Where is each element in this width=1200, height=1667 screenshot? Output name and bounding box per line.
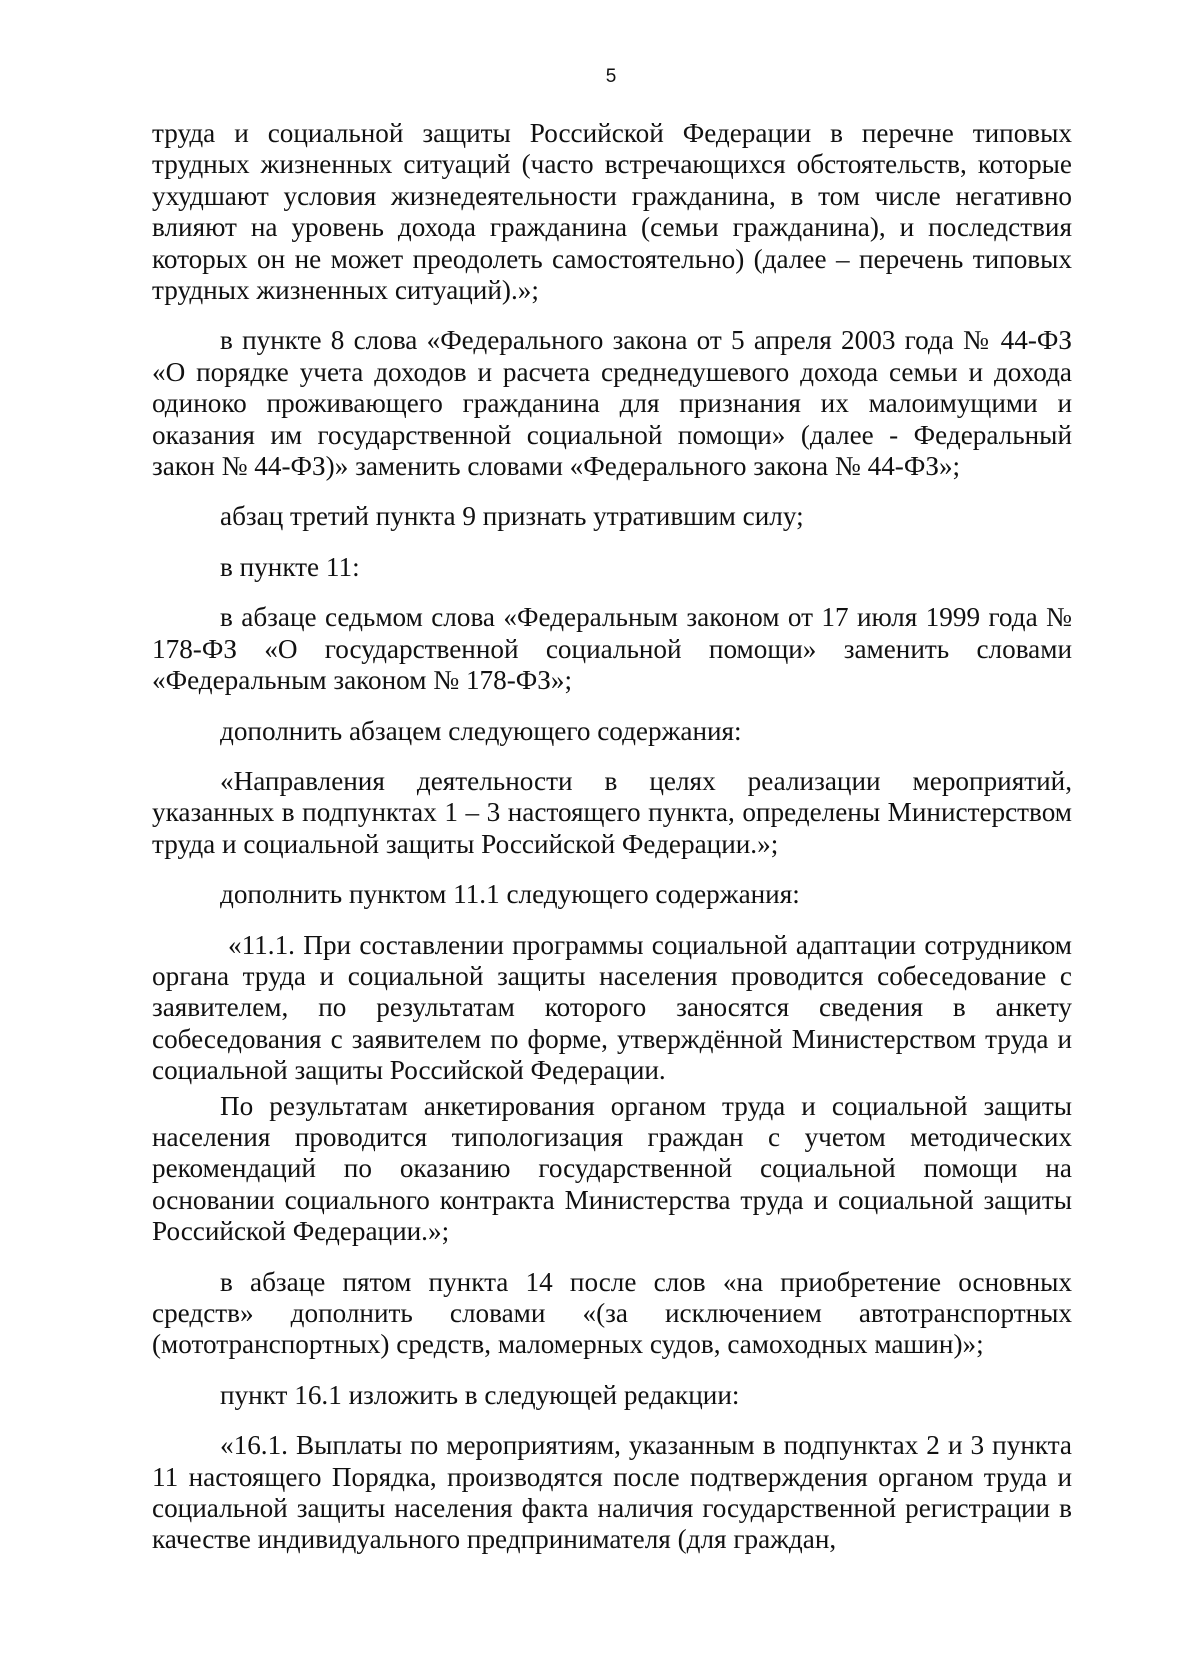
- paragraph-item-16-1-intro: пункт 16.1 изложить в следующей редакции:: [220, 1379, 740, 1410]
- paragraph-continuation: труда и социальной защиты Российской Федерации в перечне типовых трудных жизненных ситуаций (часто встречающихся обстоятельств, которые ухудшают условия жизнедеятельности гражданина, в том числе негативно влияют на уровень дохода гражданина (семьи гражданина), и последствия которых он не может преодолеть самостоятельно) (далее – перечень типовых трудных жизненных ситуаций).»;: [152, 118, 1072, 306]
- paragraph-item-11: в пункте 11:: [220, 551, 360, 582]
- paragraph-item-11-1: «11.1. При составлении программы социальной адаптации сотрудником органа труда и социальной защиты населения проводится собеседование с заявителем, по результатам которого заносятся сведения в анкету собеседования с заявителем по форме, утверждённой Министерством труда и социальной защиты Российской Федерации.: [152, 929, 1072, 1086]
- paragraph-item-14: в абзаце пятом пункта 14 после слов «на приобретение основных средств» дополнить словами «(за исключением автотранспортных (мототранспортных) средств, маломерных судов, самоходных машин)»;: [152, 1266, 1072, 1360]
- page-number: 5: [605, 66, 617, 87]
- paragraph-add-item-11-1: дополнить пунктом 11.1 следующего содержания:: [220, 879, 800, 910]
- document-body: [152, 118, 1072, 1556]
- paragraph-napravleniya: «Направления деятельности в целях реализации мероприятий, указанных в подпунктах 1 – 3 настоящего пункта, определены Министерством труда и социальной защиты Российской Федерации.»;: [152, 765, 1072, 859]
- paragraph-tipologizaciya: По результатам анкетирования органом труда и социальной защиты населения проводится типологизация граждан с учетом методических рекомендаций по оказанию государственной социальной помощи на основании социального контракта Министерства труда и социальной защиты Российской Федерации.»;: [152, 1090, 1072, 1247]
- paragraph-item-9: абзац третий пункта 9 признать утратившим силу;: [220, 501, 804, 532]
- paragraph-item-8: в пункте 8 слова «Федерального закона от 5 апреля 2003 года № 44-ФЗ «О порядке учета доходов и расчета среднедушевого дохода семьи и дохода одиноко проживающего гражданина для признания их малоимущими и оказания им государственной социальной помощи» (далее - Федеральный закон № 44-ФЗ)» заменить словами «Федерального закона № 44-ФЗ»;: [152, 325, 1072, 482]
- paragraph-item-11-abzac-7: в абзаце седьмом слова «Федеральным законом от 17 июля 1999 года № 178-ФЗ «О государственной социальной помощи» заменить словами «Федеральным законом № 178-ФЗ»;: [152, 602, 1072, 696]
- paragraph-add-abzac: дополнить абзацем следующего содержания:: [220, 715, 742, 746]
- paragraph-item-16-1: «16.1. Выплаты по мероприятиям, указанным в подпунктах 2 и 3 пункта 11 настоящего Порядка, производятся после подтверждения органом труда и социальной защиты населения факта наличия государственной регистрации в качестве индивидуального предпринимателя (для граждан,: [152, 1430, 1072, 1555]
